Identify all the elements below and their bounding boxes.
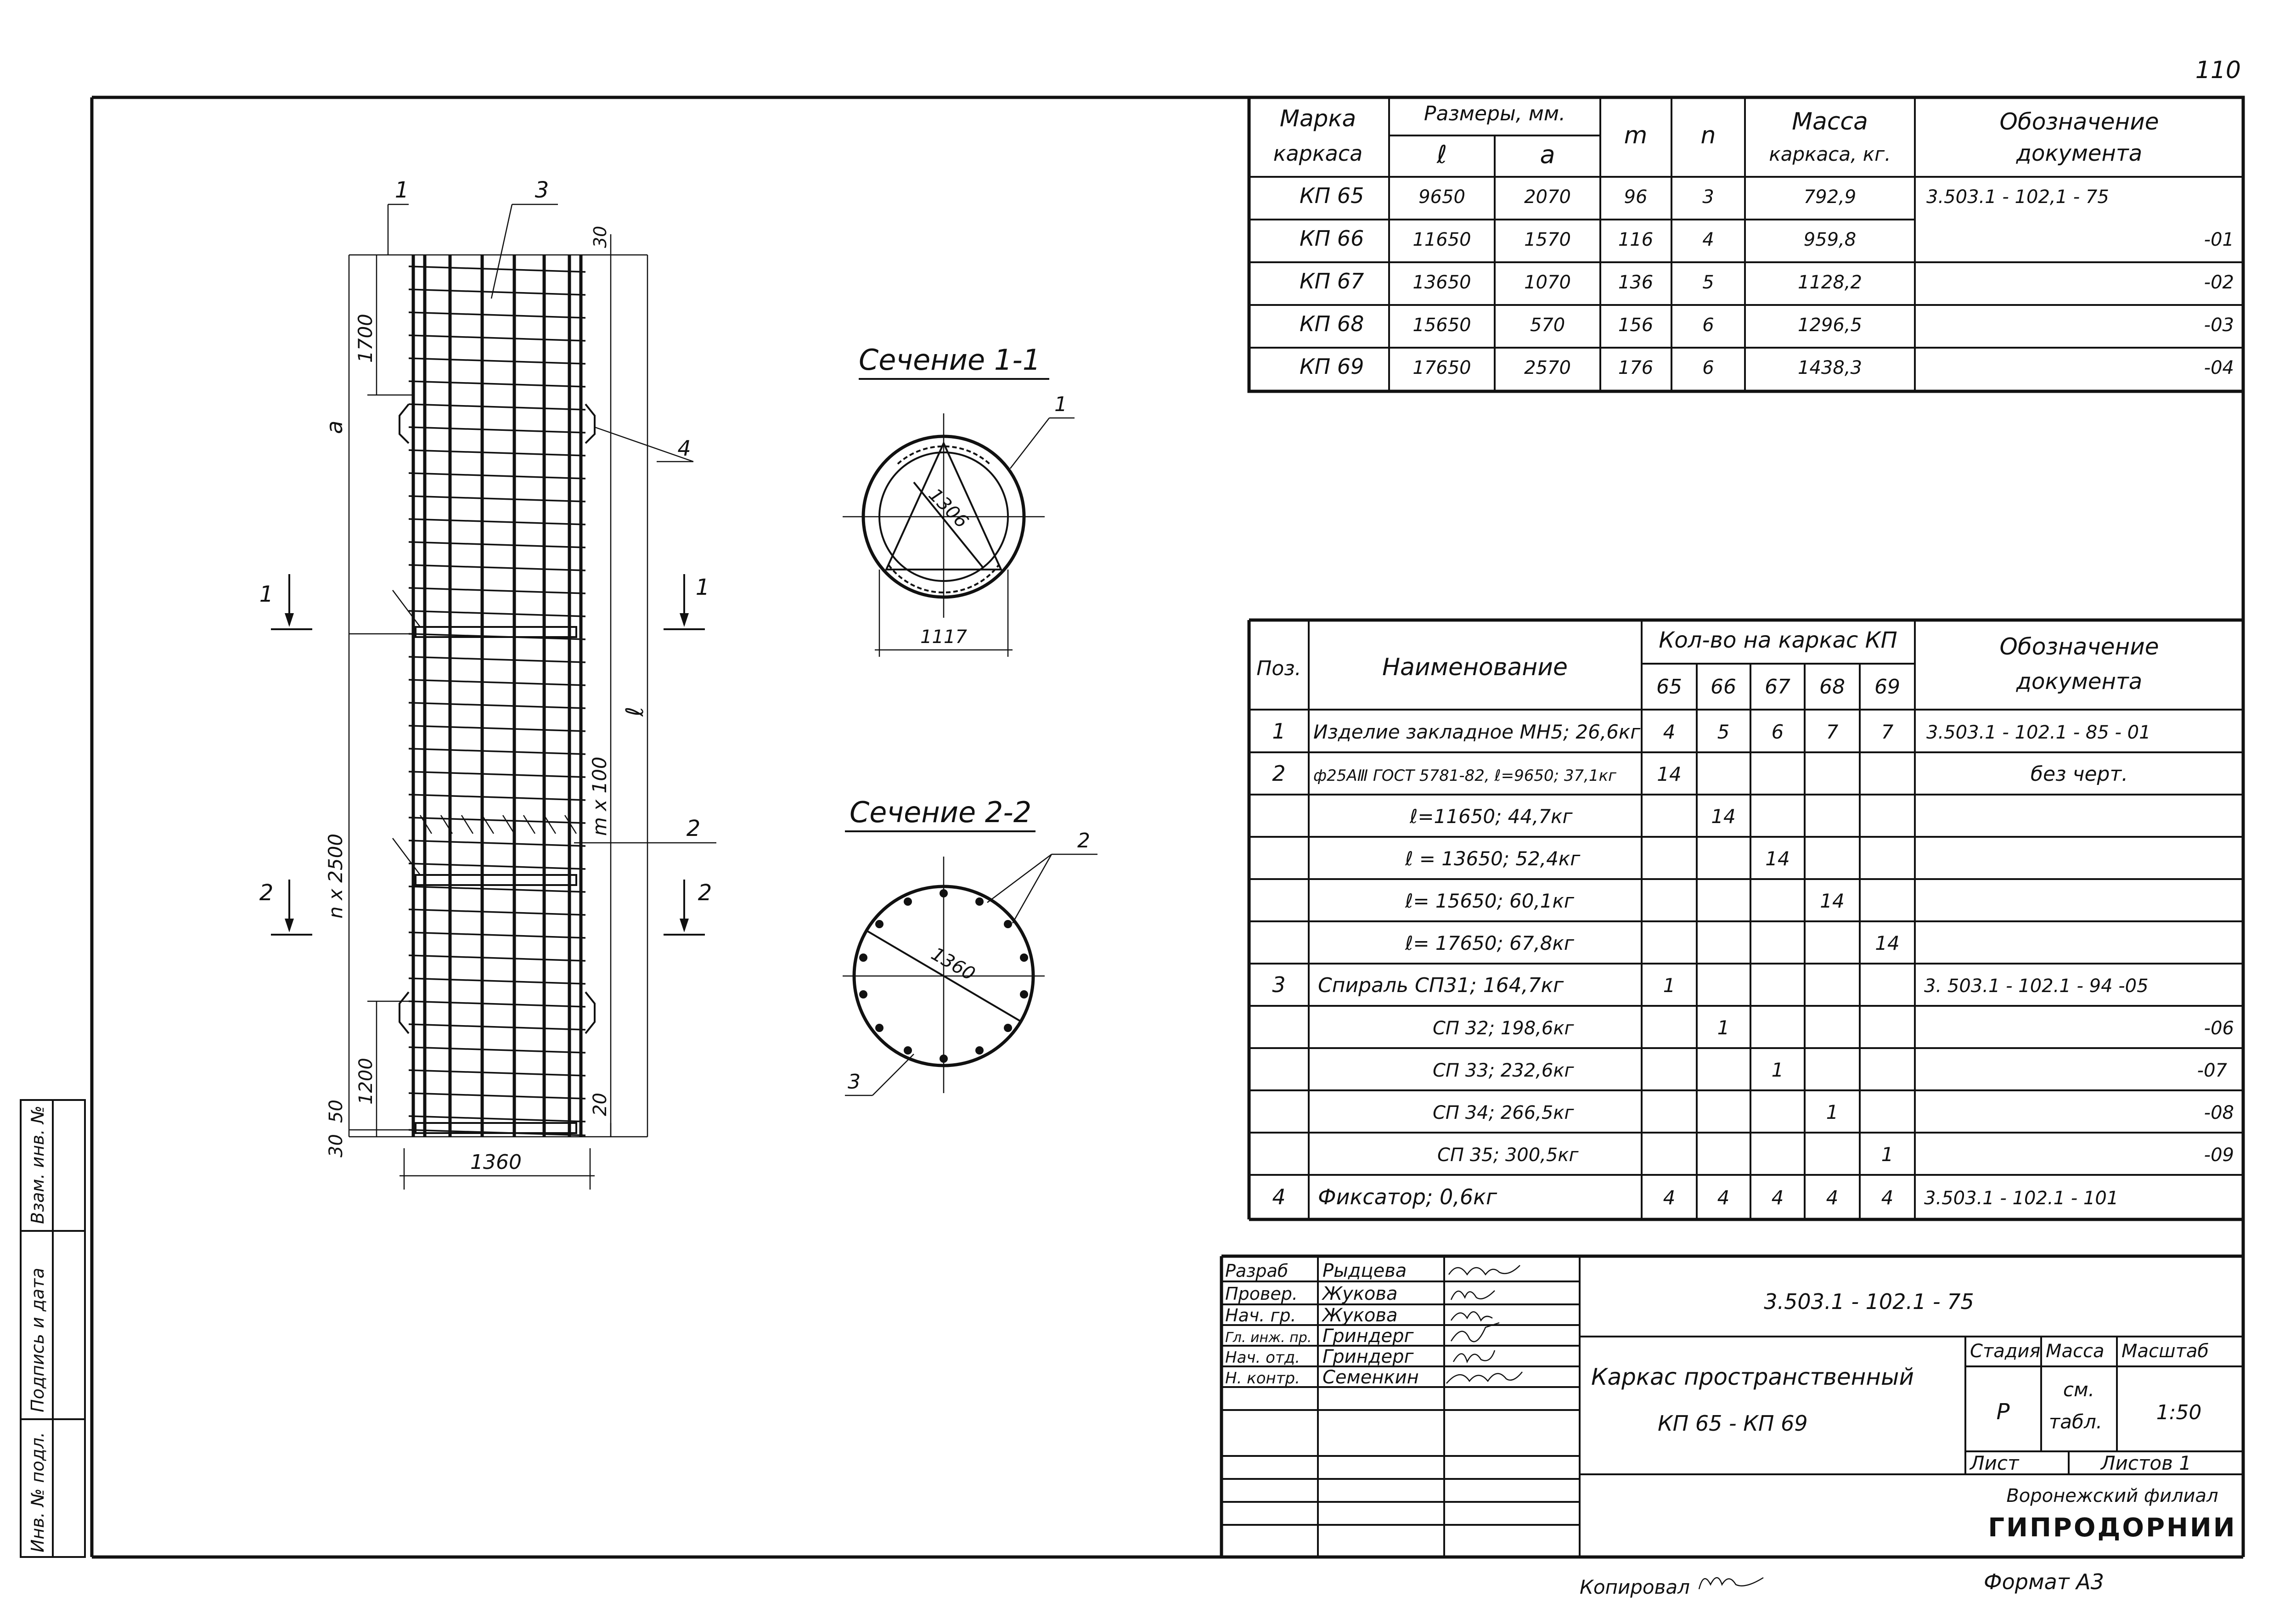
leader-2-label: 2 [686, 816, 701, 841]
n-cell: 6 [1702, 357, 1714, 378]
spec-name: СП 33; 232,6кг [1433, 1060, 1574, 1081]
hdr-mark-2: каркаса [1273, 141, 1363, 166]
spec-name: Спираль СП31; 164,7кг [1318, 974, 1564, 997]
a-cell: 2070 [1524, 186, 1571, 208]
spec-q: 14 [1875, 932, 1900, 954]
spiral-hoops [409, 266, 585, 1135]
hdr-mass-1: Масса [1792, 108, 1868, 135]
title-line-2: КП 65 - КП 69 [1658, 1411, 1808, 1436]
fixator [400, 992, 409, 1033]
spec-q: 4 [1826, 1186, 1839, 1209]
mark-cell: КП 68 [1300, 311, 1364, 336]
name-n-kontr: Семенкин [1322, 1367, 1419, 1388]
elevation-dims [322, 226, 649, 1190]
spec-q: 14 [1820, 890, 1845, 912]
spec-hdr-doc-1: Обозначение [1999, 633, 2159, 660]
role-razrab: Разраб [1225, 1261, 1289, 1281]
doc-cell: -01 [2204, 229, 2234, 250]
scale-value: 1:50 [2156, 1401, 2202, 1424]
spec-q: 1 [1663, 974, 1676, 997]
spec-q: 14 [1765, 847, 1790, 870]
spec-name: ℓ= 17650; 67,8кг [1405, 932, 1574, 954]
spec-q: 6 [1771, 721, 1784, 743]
cut-1-right: 1 [695, 575, 710, 600]
spec-q: 7 [1826, 721, 1839, 743]
hdr-sizes: Размеры, мм. [1424, 102, 1566, 125]
spec-q: 14 [1657, 763, 1682, 785]
section-1-dim-1306: 1306 [924, 484, 973, 533]
mark-cell: КП 69 [1300, 354, 1364, 379]
name-nach-otd: Гриндерг [1322, 1346, 1414, 1367]
role-gl-inzh: Гл. инж. пр. [1225, 1330, 1312, 1346]
format-label: Формат А3 [1984, 1569, 2104, 1594]
spec-q: 1 [1881, 1143, 1894, 1166]
section-1-leader: 1 [1054, 393, 1067, 416]
spec-pos: 2 [1272, 761, 1286, 786]
l-cell: 9650 [1418, 186, 1465, 208]
spec-pos: 3 [1272, 972, 1286, 997]
spec-doc: -08 [2204, 1102, 2234, 1123]
name-prover: Жукова [1322, 1283, 1398, 1304]
mass-cell: 1296,5 [1798, 315, 1862, 336]
spec-q: 4 [1663, 721, 1676, 743]
mark-cell: КП 66 [1300, 226, 1364, 251]
m-cell: 156 [1618, 315, 1654, 336]
spec-name: ф25АⅢ ГОСТ 5781-82, ℓ=9650; 37,1кг [1313, 767, 1616, 785]
mass-cell: 1128,2 [1798, 272, 1862, 293]
doc-code: 3.503.1 - 102.1 - 75 [1764, 1289, 1974, 1314]
dim-m100: m x 100 [588, 756, 611, 836]
dim-30-top: 30 [590, 226, 610, 248]
copied-signature [1699, 1578, 1763, 1589]
m-cell: 136 [1618, 272, 1654, 293]
stage-value: Р [1996, 1399, 2010, 1425]
spec-hdr-pos: Поз. [1256, 657, 1301, 680]
cut-2-right: 2 [698, 880, 712, 906]
fixator [585, 404, 595, 443]
spec-doc: -07 [2197, 1060, 2227, 1081]
role-prover: Провер. [1225, 1284, 1298, 1304]
title-line-1: Каркас пространственный [1591, 1364, 1914, 1390]
name-nach-gr: Жукова [1322, 1305, 1398, 1326]
mass-value-2: табл. [2048, 1410, 2103, 1433]
hdr-doc-1: Обозначение [1999, 108, 2159, 135]
spec-doc: -06 [2204, 1018, 2234, 1039]
title-block-text [1225, 1260, 2237, 1543]
spec-doc: без черт. [2030, 762, 2128, 786]
spec-q: 5 [1717, 721, 1730, 743]
elevation-leaders [388, 177, 716, 875]
fixator [400, 404, 409, 443]
doc-cell: -03 [2204, 315, 2234, 336]
spec-name: Фиксатор; 0,6кг [1318, 1185, 1497, 1209]
n-cell: 6 [1702, 315, 1714, 336]
cut-2-left: 2 [259, 880, 274, 906]
spec-doc: -09 [2204, 1145, 2234, 1166]
role-n-kontr: Н. контр. [1225, 1369, 1300, 1388]
hdr-mass-2: каркаса, кг. [1769, 143, 1891, 165]
leader-3-label: 3 [535, 177, 549, 203]
spec-q: 14 [1711, 805, 1736, 828]
mass-cell: 1438,3 [1798, 357, 1862, 378]
dim-50: 50 [326, 1100, 347, 1123]
hdr-a: a [1540, 140, 1555, 169]
spec-pos: 1 [1272, 719, 1286, 744]
dim-20: 20 [590, 1093, 611, 1116]
a-cell: 1570 [1524, 229, 1571, 250]
hdr-mark-1: Марка [1279, 105, 1356, 132]
dim-30-bottom: 30 [326, 1134, 347, 1157]
cut-1-left: 1 [259, 581, 274, 607]
section-1-1 [843, 343, 1075, 657]
org-line-1: Воронежский филиал [2006, 1485, 2218, 1506]
doc-cell: -02 [2204, 272, 2234, 293]
footer [1580, 1569, 2104, 1598]
section-2-title: Сечение 2-2 [850, 795, 1032, 829]
spec-doc: 3. 503.1 - 102.1 - 94 -05 [1924, 976, 2149, 997]
m-cell: 96 [1624, 186, 1648, 208]
spec-q: 1 [1717, 1016, 1730, 1039]
org-line-2: ГИПРОДОРНИИ [1988, 1513, 2237, 1543]
n-cell: 5 [1702, 272, 1714, 293]
a-cell: 570 [1530, 315, 1565, 336]
spec-q: 1 [1826, 1101, 1839, 1123]
spec-name: ℓ=11650; 44,7кг [1410, 805, 1573, 828]
hdr-l: ℓ [1436, 140, 1447, 169]
section-2-leader-2: 2 [1077, 829, 1090, 852]
spec-hdr-69: 69 [1874, 675, 1900, 699]
spec-name: СП 34; 266,5кг [1433, 1102, 1574, 1123]
m-cell: 176 [1618, 357, 1654, 378]
n-cell: 4 [1702, 229, 1714, 250]
name-razrab: Рыдцева [1322, 1260, 1407, 1281]
dim-a: a [322, 420, 348, 434]
l-cell: 15650 [1412, 315, 1471, 336]
spec-hdr-67: 67 [1765, 675, 1790, 699]
spec-name: СП 32; 198,6кг [1433, 1018, 1574, 1039]
leader-1-label: 1 [394, 177, 409, 203]
spec-hdr-66: 66 [1711, 675, 1736, 699]
stamp-signature-date: Подпись и дата [28, 1268, 48, 1412]
sheet-label: Лист [1970, 1452, 2019, 1474]
cage-elevation [400, 255, 595, 1137]
side-stamp [21, 1100, 85, 1557]
spec-table [1249, 620, 2243, 1219]
l-cell: 13650 [1412, 272, 1471, 293]
stamp-inv-podl: Инв. № подл. [28, 1432, 48, 1552]
dim-n2500: n x 2500 [324, 833, 347, 919]
role-nach-gr: Нач. гр. [1225, 1305, 1296, 1326]
mass-label: Масса [2046, 1341, 2105, 1362]
dim-1200: 1200 [355, 1058, 377, 1105]
spec-q: 4 [1881, 1186, 1894, 1209]
spec-pos: 4 [1272, 1185, 1286, 1209]
mass-cell: 792,9 [1803, 186, 1857, 208]
section-2-leader-3: 3 [848, 1070, 861, 1094]
a-cell: 2570 [1524, 357, 1571, 378]
section-2-dim-1360: 1360 [928, 943, 979, 985]
l-cell: 11650 [1412, 229, 1471, 250]
spec-name: ℓ= 15650; 60,1кг [1405, 890, 1574, 912]
spec-q: 1 [1771, 1059, 1784, 1081]
spec-name: СП 35; 300,5кг [1437, 1145, 1579, 1166]
a-cell: 1070 [1524, 272, 1571, 293]
fixator [585, 992, 595, 1033]
embedded-plate [416, 875, 576, 885]
section-1-dim-1117: 1117 [920, 626, 967, 648]
spec-q: 4 [1663, 1186, 1676, 1209]
stage-label: Стадия [1970, 1341, 2041, 1362]
page-number: 110 [2195, 56, 2241, 84]
spec-doc: 3.503.1 - 102.1 - 85 - 01 [1926, 722, 2151, 743]
spec-q: 4 [1717, 1186, 1730, 1209]
hdr-m: m [1624, 122, 1648, 149]
stamp-vzam-inv: Взам. инв. № [28, 1105, 48, 1224]
spec-hdr-doc-2: документа [2016, 669, 2143, 694]
m-cell: 116 [1618, 229, 1654, 250]
mark-cell: КП 65 [1300, 183, 1364, 208]
spec-q: 7 [1881, 721, 1894, 743]
mass-cell: 959,8 [1803, 229, 1857, 250]
dim-1700: 1700 [354, 314, 377, 363]
name-gl-inzh: Гриндерг [1322, 1326, 1414, 1347]
dim-width-1360: 1360 [470, 1151, 522, 1174]
mass-value-1: см. [2063, 1378, 2095, 1401]
spec-name: Изделие закладное МН5; 26,6кг [1313, 721, 1641, 743]
role-nach-otd: Нач. отд. [1225, 1348, 1300, 1367]
copied-label: Копировал [1580, 1576, 1690, 1598]
sheets-label: Листов 1 [2101, 1452, 2191, 1474]
spec-hdr-name: Наименование [1382, 654, 1568, 681]
scale-label: Масштаб [2122, 1341, 2209, 1362]
spec-hdr-65: 65 [1656, 675, 1682, 699]
spec-q: 4 [1771, 1186, 1784, 1209]
section-2-2 [843, 795, 1097, 1095]
section-1-title: Сечение 1-1 [859, 343, 1041, 377]
dim-l: ℓ [621, 706, 649, 716]
spec-hdr-68: 68 [1819, 675, 1845, 699]
spec-hdr-qty: Кол-во на каркас КП [1659, 627, 1897, 653]
leader-4-label: 4 [677, 436, 691, 461]
hdr-n: n [1700, 122, 1716, 149]
doc-cell: -04 [2204, 357, 2234, 378]
l-cell: 17650 [1412, 357, 1471, 378]
spec-doc: 3.503.1 - 102.1 - 101 [1924, 1188, 2119, 1209]
mark-cell: КП 67 [1300, 269, 1364, 293]
hdr-doc-2: документа [2016, 141, 2143, 166]
doc-cell: 3.503.1 - 102,1 - 75 [1926, 186, 2109, 208]
spec-name: ℓ = 13650; 52,4кг [1405, 847, 1581, 870]
marks-table-rows [1300, 183, 2234, 379]
n-cell: 3 [1702, 186, 1714, 208]
